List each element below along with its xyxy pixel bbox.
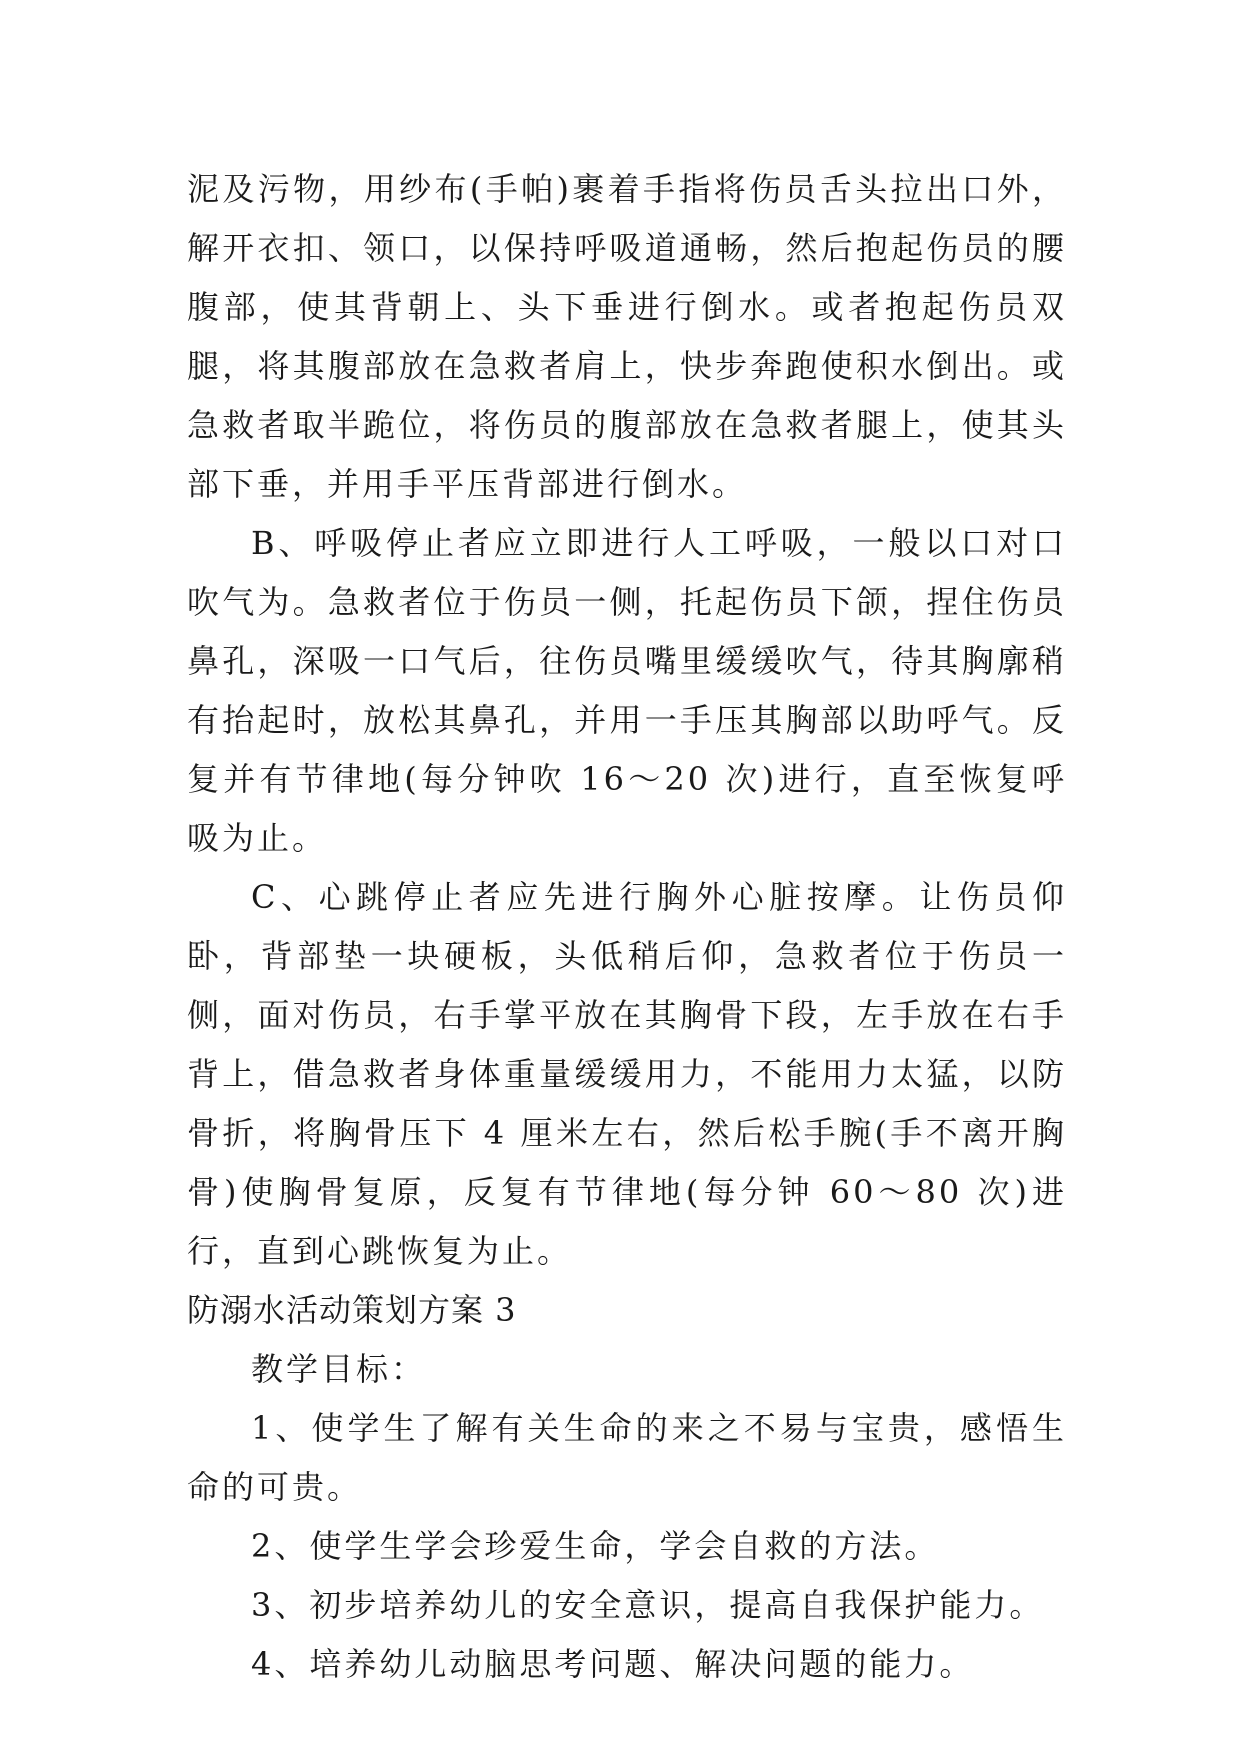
objectives-heading: 教学目标：	[251, 1350, 427, 1388]
objective-item: 2、使学生学会珍爱生命，学会自救的方法。	[251, 1527, 940, 1565]
objective-item: 1、使学生了解有关生命的来之不易与宝贵，感悟生命的可贵。	[187, 1409, 1067, 1506]
document-body	[187, 160, 1067, 1694]
section-title: 防溺水活动策划方案 3	[187, 1291, 517, 1329]
paragraph-first-aid-c: C、心跳停止者应先进行胸外心脏按摩。让伤员仰卧，背部垫一块硬板，头低稍后仰，急救者位于伤员一侧，面对伤员，右手掌平放在其胸骨下段，左手放在右手背上，借急救者身体重量缓缓用力，不能用力太猛，以防骨折，将胸骨压下 4 厘米左右，然后松手腕(手不离开胸骨)使胸骨复原，反复有节律地(每分钟 60～80 次)进行，直到心跳恢复为止。	[187, 878, 1067, 1270]
paragraph-first-aid-a: 泥及污物，用纱布(手帕)裹着手指将伤员舌头拉出口外，解开衣扣、领口，以保持呼吸道通畅，然后抱起伤员的腰腹部，使其背朝上、头下垂进行倒水。或者抱起伤员双腿，将其腹部放在急救者肩上，快步奔跑使积水倒出。或急救者取半跪位，将伤员的腹部放在急救者腿上，使其头部下垂，并用手平压背部进行倒水。	[187, 170, 1067, 503]
objective-item: 4、培养幼儿动脑思考问题、解决问题的能力。	[251, 1645, 975, 1683]
objective-item: 3、初步培养幼儿的安全意识，提高自我保护能力。	[251, 1586, 1045, 1624]
paragraph-first-aid-b: B、呼吸停止者应立即进行人工呼吸，一般以口对口吹气为。急救者位于伤员一侧，托起伤员下颌，捏住伤员鼻孔，深吸一口气后，往伤员嘴里缓缓吹气，待其胸廓稍有抬起时，放松其鼻孔，并用一手压其胸部以助呼气。反复并有节律地(每分钟吹 16～20 次)进行，直至恢复呼吸为止。	[187, 524, 1067, 857]
